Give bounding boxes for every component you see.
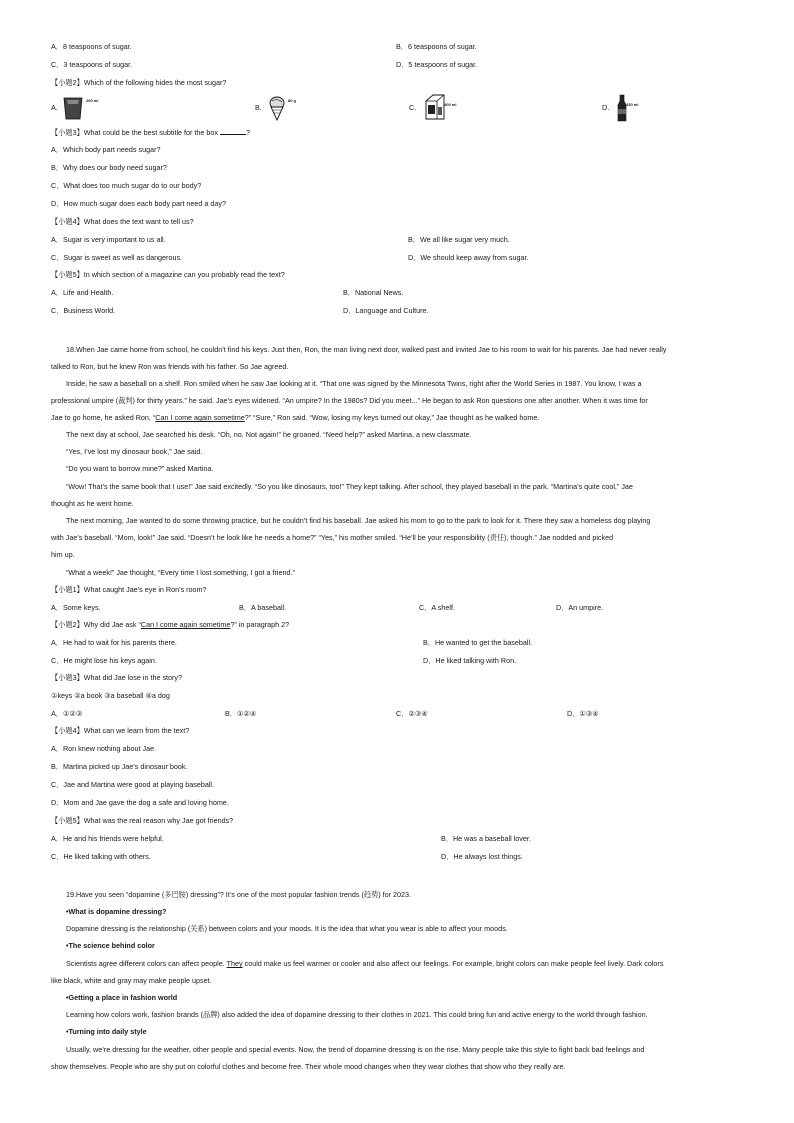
q19-paragraph: like black, white and gray may make people upset.: [51, 976, 212, 985]
q18-passage-line: “Wow! That’s the same book that I use!” Jae said excitedly. “So you like dinosaurs, too!” They kept talking. After school, they played baseball in the park. “Martina’s quite cool,” Jae: [66, 482, 633, 491]
q18-q2-option-a[interactable]: A．He had to wait for his parents there.: [51, 638, 177, 647]
q18-q4-option-a[interactable]: A．Ron knew nothing about Jae.: [51, 744, 157, 753]
q17-q1-option-b[interactable]: B．6 teaspoons of sugar.: [396, 42, 477, 51]
q17-q4-option-c[interactable]: C．Sugar is sweet as well as dangerous.: [51, 253, 183, 262]
q17-q3-option-b[interactable]: B．Why does our body need sugar?: [51, 163, 167, 172]
q19-paragraph: Scientists agree different colors can affect people. They could make us feel warmer or cooler and also affect our feelings. For example, bright colors can make people feel lively. Dark colors: [66, 959, 664, 968]
q17-q2-option-b[interactable]: B.: [255, 103, 262, 112]
q19-paragraph: show themselves. People who are shy put on colorful clothes and become free. Their whole mood changes when they wear clothes that show who they really are.: [51, 1062, 566, 1071]
q17-q2-c-tag: 400 ml: [444, 102, 457, 107]
q18-q4-stem: 【小题4】What can we learn from the text?: [51, 726, 190, 735]
q18-q5-option-b[interactable]: B．He was a baseball lover.: [441, 834, 531, 843]
q18-q4-option-c[interactable]: C．Jae and Martina were good at playing baseball.: [51, 780, 215, 789]
q18-q5-stem: 【小题5】What was the real reason why Jae got friends?: [51, 816, 234, 825]
q18-q3-option-d[interactable]: D．①③④: [567, 709, 599, 718]
q18-passage-line: The next day at school, Jae searched his desk. “Oh, no. Not again!” he groaned. “Need help?” asked Martina, a new classmate.: [66, 430, 472, 439]
q17-q3-option-c[interactable]: C．What does too much sugar do to our body?: [51, 181, 202, 190]
q19-heading: •What is dopamine dressing?: [66, 907, 167, 916]
q17-q2-d-tag: 330 ml: [626, 102, 639, 107]
q17-q4-option-d[interactable]: D．We should keep away from sugar.: [408, 253, 529, 262]
q18-q2-stem: 【小题2】Why did Jae ask “Can I come again sometime?” in paragraph 2?: [51, 620, 290, 629]
q18-q5-option-c[interactable]: C．He liked talking with others.: [51, 852, 151, 861]
q18-passage-line: with Jae’s baseball. “Mom, look!” Jae said. “Doesn’t he look like he needs a home?” “Yes,” his mother smiled. “He’ll be your responsibility (责任), though.” Jae nodded and picked: [51, 533, 614, 542]
q18-q4-option-b[interactable]: B．Martina picked up Jae’s dinosaur book.: [51, 762, 188, 771]
q17-q4-option-a[interactable]: A．Sugar is very important to us all.: [51, 235, 166, 244]
q17-q4-option-b[interactable]: B．We all like sugar very much.: [408, 235, 510, 244]
q19-heading: •Getting a place in fashion world: [66, 993, 178, 1002]
q18-passage-line: him up.: [51, 550, 75, 559]
q17-q5-stem: 【小题5】In which section of a magazine can you probably read the text?: [51, 270, 285, 279]
q18-passage-line: talked to Ron, but he knew Ron was friends with his father. So Jae agreed.: [51, 362, 289, 371]
q17-q2-b-tag: 80 g: [288, 98, 297, 103]
q18-passage-line: thought as he went home.: [51, 499, 134, 508]
q19-paragraph: Dopamine dressing is the relationship (关系) between colors and your moods. It is the idea that what you wear is able to affect your moods.: [66, 924, 508, 933]
q18-q1-option-b[interactable]: B．A baseball.: [239, 603, 287, 612]
q18-q3-option-b[interactable]: B．①②④: [225, 709, 257, 718]
q17-q4-stem: 【小题4】What does the text want to tell us?: [51, 217, 194, 226]
underlined-question: Can I come again sometime: [155, 413, 245, 422]
answer-blank[interactable]: [220, 127, 246, 135]
q17-q5-option-c[interactable]: C．Business World.: [51, 306, 116, 315]
q18-q2-option-b[interactable]: B．He wanted to get the baseball.: [423, 638, 533, 647]
q17-q2-option-c[interactable]: C.: [409, 103, 417, 112]
q17-q5-option-b[interactable]: B．National News.: [343, 288, 404, 297]
q18-q3-option-c[interactable]: C．②③④: [396, 709, 428, 718]
q18-q4-option-d[interactable]: D．Mom and Jae gave the dog a safe and loving home.: [51, 798, 229, 807]
q17-q5-option-d[interactable]: D．Language and Culture.: [343, 306, 429, 315]
q19-paragraph: Usually, we’re dressing for the weather, other people and special events. Now, the trend of dopamine dressing is on the rise. Many people take this style to fight back bad feelings and: [66, 1045, 645, 1054]
q19-heading: •Turning into daily style: [66, 1027, 147, 1036]
q17-q2-stem: 【小题2】Which of the following hides the most sugar?: [51, 78, 227, 87]
q18-passage-line: “What a week!” Jae thought, “Every time I lost something, I got a friend.”: [66, 568, 295, 577]
q19-intro: 19.Have you seen “dopamine (多巴胺) dressing”? It’s one of the most popular fashion trends (趋势) for 2023.: [66, 890, 412, 899]
q18-q5-option-d[interactable]: D．He always lost things.: [441, 852, 523, 861]
ice-cream-icon: [267, 95, 289, 121]
q18-q5-option-a[interactable]: A．He and his friends were helpful.: [51, 834, 164, 843]
q18-q3-option-a[interactable]: A．①②③: [51, 709, 83, 718]
q17-q1-option-c[interactable]: C．3 teaspoons of sugar.: [51, 60, 133, 69]
q17-q2-option-a[interactable]: A.: [51, 103, 58, 112]
q18-q3-stem: 【小题3】What did Jae lose in the story?: [51, 673, 183, 682]
q18-q1-option-c[interactable]: C．A shelf.: [419, 603, 455, 612]
q18-q3-items: ①keys ②a book ③a baseball ④a dog: [51, 691, 170, 700]
q19-paragraph: Learning how colors work, fashion brands (品牌) also added the idea of dopamine dressing to their clothes in 2021. This could bring fun and active energy to the world through fashion.: [66, 1010, 648, 1019]
q18-q1-option-d[interactable]: D．An umpire.: [556, 603, 604, 612]
q18-passage-line: Jae to go home, he asked Ron, “Can I come again sometime?” “Sure,” Ron said. “Wow, losing my keys turned out okay,” Jae thought as he walked home.: [51, 413, 540, 422]
q17-q1-option-d[interactable]: D．5 teaspoons of sugar.: [396, 60, 478, 69]
q17-q3-option-d[interactable]: D．How much sugar does each body part need a day?: [51, 199, 226, 208]
q17-q3-stem: 【小题3】What could be the best subtitle for the box ?: [51, 128, 250, 137]
q19-heading: •The science behind color: [66, 941, 155, 950]
q18-passage-line: “Yes, I’ve lost my dinosaur book,” Jae said.: [66, 447, 203, 456]
q17-q3-option-a[interactable]: A．Which body part needs sugar?: [51, 145, 161, 154]
q18-passage-line: The next morning, Jae wanted to do some throwing practice, but he couldn’t find his baseball. Jae asked his mom to go to the park to look for it. There they saw a homeless dog playing: [66, 516, 651, 525]
q17-q2-a-tag: 200 ml: [86, 98, 99, 103]
q18-q2-option-d[interactable]: D．He liked talking with Ron.: [423, 656, 517, 665]
q18-q2-option-c[interactable]: C．He might lose his keys again.: [51, 656, 157, 665]
q18-passage-line: Inside, he saw a baseball on a shelf. Ron smiled when he saw Jae looking at it. “That one was signed by the Minnesota Twins, right after the World Series in 1987. You know, I was a: [66, 379, 642, 388]
q18-passage-line: 18.When Jae came home from school, he couldn’t find his keys. Just then, Ron, the man living next door, walked past and invited Jae to his room to wait for his parents. Jae had never really: [66, 345, 667, 354]
q17-q5-option-a[interactable]: A．Life and Health.: [51, 288, 114, 297]
q17-q2-option-d[interactable]: D.: [602, 103, 610, 112]
q18-q1-stem: 【小题1】What caught Jae’s eye in Ron’s room?: [51, 585, 207, 594]
q18-q1-option-a[interactable]: A．Some keys.: [51, 603, 101, 612]
q18-passage-line: professional umpire (裁判) for thirty years.” he said. Jae’s eyes widened. “An umpire? In the 1980s? Did you meet...” He began to ask Ron questions one after another. When it was time for: [51, 396, 648, 405]
q18-passage-line: “Do you want to borrow mine?” asked Martina.: [66, 464, 214, 473]
q17-q1-option-a[interactable]: A．8 teaspoons of sugar.: [51, 42, 132, 51]
